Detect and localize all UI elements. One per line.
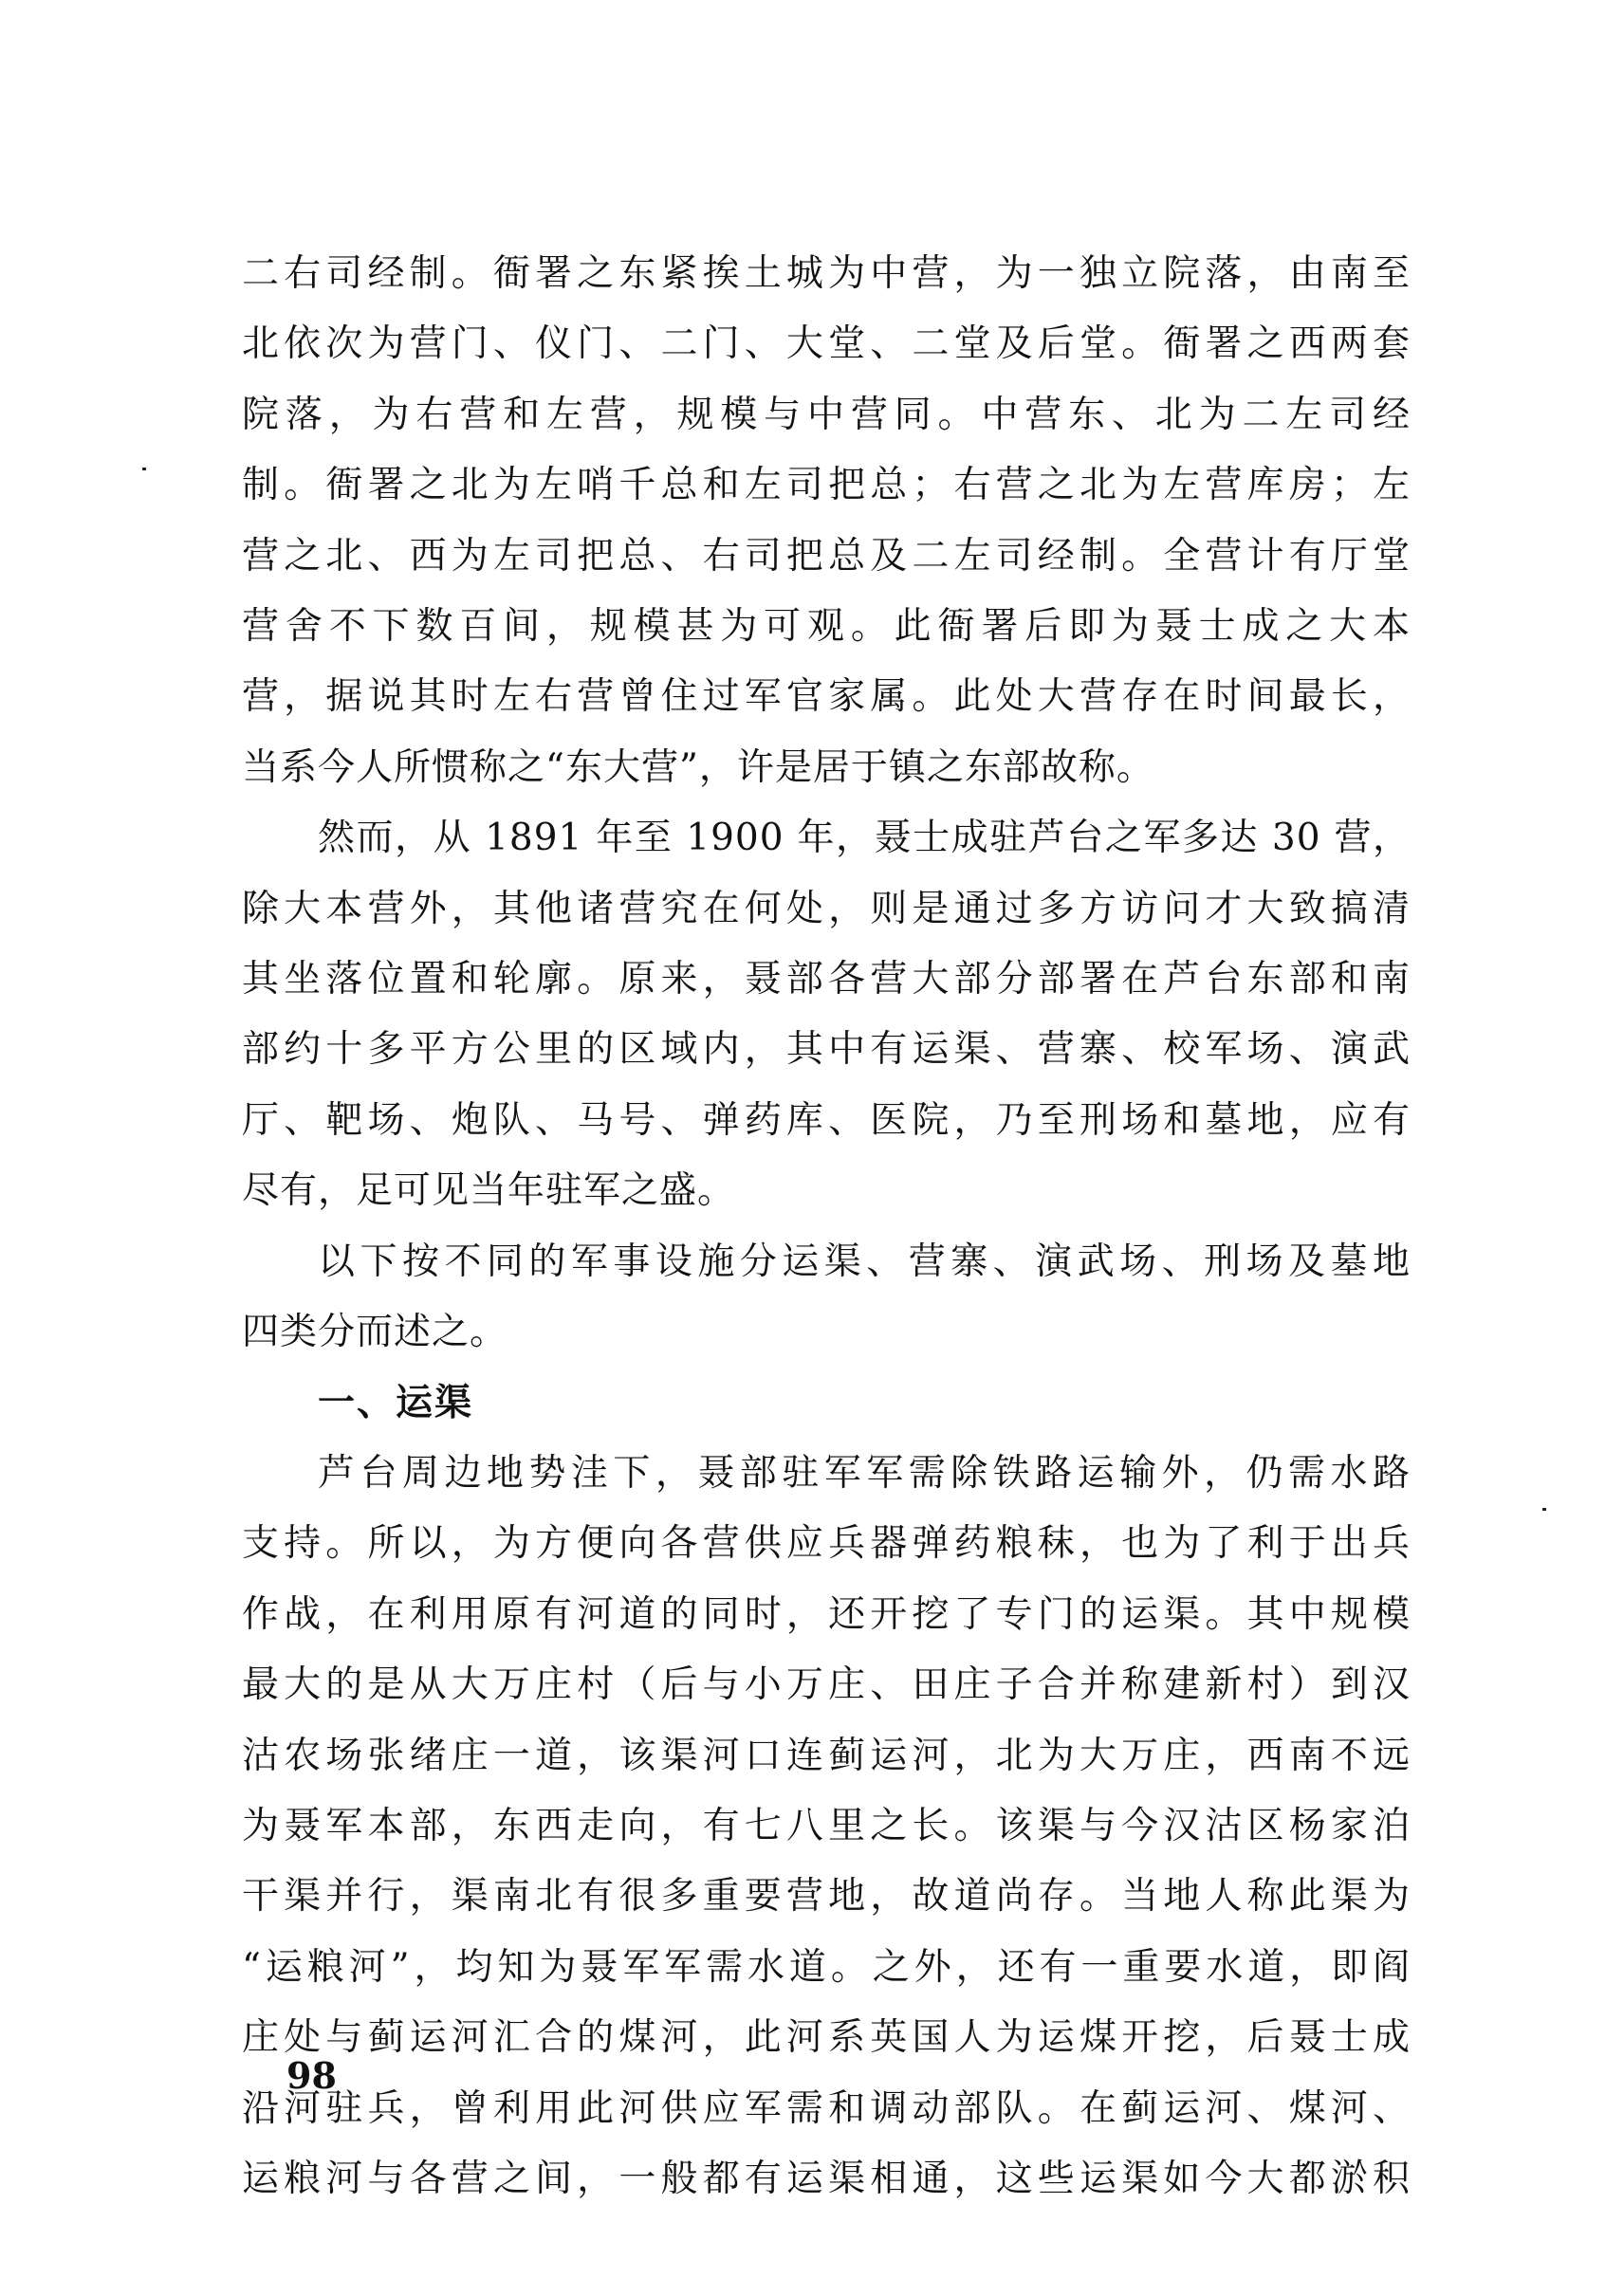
text-line: 四类分而述之。 [242,1311,508,1354]
text-line: 干渠并行，渠南北有很多重要营地，故道尚存。当地人称此渠为 [242,1875,1411,1919]
page-number: 98 [286,2054,337,2097]
text-line: 以下按不同的军事设施分运渠、营寨、演武场、刑场及墓地 [318,1240,1411,1283]
text-line: 支持。所以，为方便向各营供应兵器弹药粮秣，也为了利于出兵 [242,1522,1411,1566]
text-line: 北依次为营门、仪门、二门、大堂、二堂及后堂。衙署之西两套 [242,322,1411,366]
text-line: 庄处与蓟运河汇合的煤河，此河系英国人为运煤开挖，后聂士成 [242,2016,1411,2060]
text-line: 营，据说其时左右营曾住过军官家属。此处大营存在时间最长， [242,675,1411,719]
text-line: 厅、靶场、炮队、马号、弹药库、医院，乃至刑场和墓地，应有 [242,1098,1411,1142]
text-line: 芦台周边地势洼下，聂部驻军军需除铁路运输外，仍需水路 [318,1451,1411,1495]
text-line: 制。衙署之北为左哨千总和左司把总；右营之北为左营库房；左 [242,464,1411,507]
text-line: 为聂军本部，东西走向，有七八里之长。该渠与今汉沽区杨家泊 [242,1804,1411,1847]
text-line: 沽农场张绪庄一道，该渠河口连蓟运河，北为大万庄，西南不远 [242,1734,1411,1777]
paragraph [242,1439,1411,2214]
text-line: 营之北、西为左司把总、右司把总及二左司经制。全营计有厅堂 [242,534,1411,578]
text-line: 最大的是从大万庄村（后与小万庄、田庄子合并称建新村）到汉 [242,1663,1411,1707]
paragraph [242,239,1411,803]
text-line: 其坐落位置和轮廓。原来，聂部各营大部分部署在芦台东部和南 [242,958,1411,1001]
text-line: 沿河驻兵，曾利用此河供应军需和调动部队。在蓟运河、煤河、 [242,2086,1411,2130]
section-heading: 一、运渠 [318,1381,474,1424]
text-line: “运粮河”，均知为聂军军需水道。之外，还有一重要水道，即阎 [242,1945,1411,1989]
text-line: 作战，在利用原有河道的同时，还开挖了专门的运渠。其中规模 [242,1592,1411,1636]
paragraph [242,1227,1411,1368]
scan-speck [142,468,146,470]
text-line: 营舍不下数百间，规模甚为可观。此衙署后即为聂士成之大本 [242,605,1411,649]
scan-speck [1542,1508,1546,1511]
text-line: 运粮河与各营之间，一般都有运渠相通，这些运渠如今大都淤积 [242,2157,1411,2200]
text-line: 当系今人所惯称之“东大营”，许是居于镇之东部故称。 [242,745,1154,789]
paragraph [242,803,1411,1226]
text-line: 二右司经制。衙署之东紧挨土城为中营，为一独立院落，由南至 [242,252,1411,295]
text-line: 院落，为右营和左营，规模与中营同。中营东、北为二左司经 [242,393,1411,436]
text-line: 尽有，足可见当年驻军之盛。 [242,1169,736,1213]
text-line: 然而，从 1891 年至 1900 年，聂士成驻芦台之军多达 30 营， [318,817,1411,860]
text-line: 部约十多平方公里的区域内，其中有运渠、营寨、校军场、演武 [242,1028,1411,1072]
body-text [242,239,1411,2214]
text-line: 除大本营外，其他诸营究在何处，则是通过多方访问才大致搞清 [242,887,1411,930]
